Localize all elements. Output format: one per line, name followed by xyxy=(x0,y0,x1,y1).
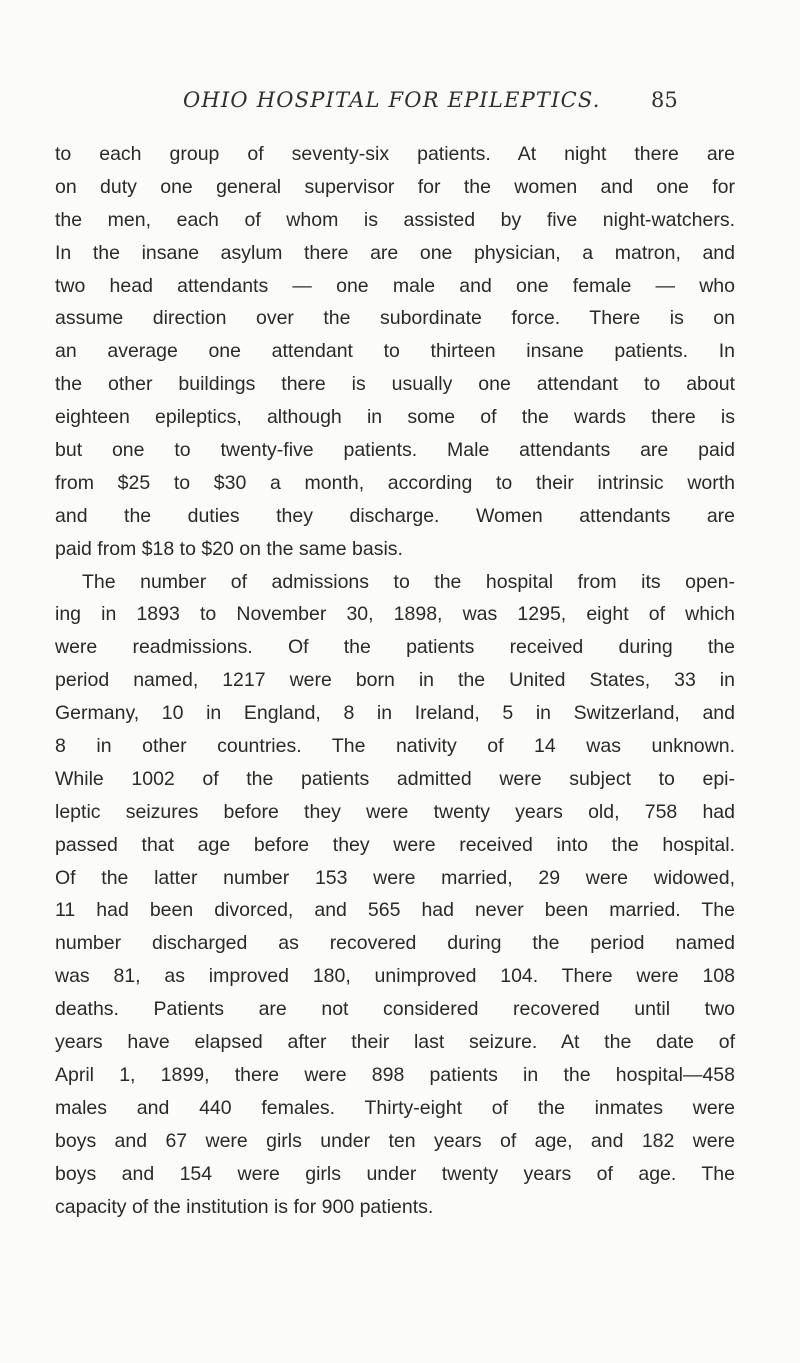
text-line: eighteen epileptics, although in some of the wards there is xyxy=(55,406,735,429)
text-line: boys and 154 were girls under twenty years of age. The xyxy=(55,1162,735,1185)
text-line: years have elapsed after their last seizure. At the date of xyxy=(55,1031,735,1054)
text-line: assume direction over the subordinate force. There is on xyxy=(55,307,735,330)
paragraph-1 xyxy=(55,138,735,566)
text-line: to each group of seventy-six patients. At night there are xyxy=(55,143,735,165)
text-line: While 1002 of the patients admitted were subject to epi- xyxy=(55,767,735,790)
text-line: The number of admissions to the hospital from its open- xyxy=(82,570,735,593)
text-line: Germany, 10 in England, 8 in Ireland, 5 in Switzerland, and xyxy=(55,702,735,725)
text-line: from $25 to $30 a month, according to their intrinsic worth xyxy=(55,471,735,494)
text-line: passed that age before they were received into the hospital. xyxy=(55,833,735,856)
text-line: capacity of the institution is for 900 patients. xyxy=(55,1195,434,1218)
text-line: was 81, as improved 180, unimproved 104. There were 108 xyxy=(55,965,735,988)
page-number: 85 xyxy=(651,88,678,112)
running-head: OHIO HOSPITAL FOR EPILEPTICS. xyxy=(183,88,601,112)
text-line: period named, 1217 were born in the United States, 33 in xyxy=(55,669,735,692)
page-header xyxy=(0,88,800,118)
text-line: ing in 1893 to November 30, 1898, was 1295, eight of which xyxy=(55,603,735,626)
text-line: Of the latter number 153 were married, 29 were widowed, xyxy=(55,866,735,889)
text-line: leptic seizures before they were twenty years old, 758 had xyxy=(55,800,735,823)
body-text xyxy=(55,138,735,1223)
paragraph-2 xyxy=(55,566,735,1224)
text-line: two head attendants — one male and one female — who xyxy=(55,274,735,297)
text-line: paid from $18 to $20 on the same basis. xyxy=(55,537,403,560)
text-line: In the insane asylum there are one physician, a matron, and xyxy=(55,241,735,264)
text-line: 8 in other countries. The nativity of 14 was unknown. xyxy=(55,735,735,758)
text-line: 11 had been divorced, and 565 had never been married. The xyxy=(55,899,735,922)
text-line: males and 440 females. Thirty-eight of the inmates were xyxy=(55,1096,735,1119)
text-line: the men, each of whom is assisted by five night-watchers. xyxy=(55,208,735,231)
text-line: deaths. Patients are not considered recovered until two xyxy=(55,998,735,1021)
text-line: on duty one general supervisor for the women and one for xyxy=(55,175,735,198)
text-line: the other buildings there is usually one attendant to about xyxy=(55,373,735,396)
text-line: were readmissions. Of the patients received during the xyxy=(55,636,735,659)
text-line: boys and 67 were girls under ten years of age, and 182 were xyxy=(55,1129,735,1152)
text-line: an average one attendant to thirteen insane patients. In xyxy=(55,340,735,363)
text-line: number discharged as recovered during the period named xyxy=(55,932,735,955)
text-line: April 1, 1899, there were 898 patients in the hospital—458 xyxy=(55,1063,735,1086)
text-line: but one to twenty-five patients. Male attendants are paid xyxy=(55,439,735,462)
text-line: and the duties they discharge. Women attendants are xyxy=(55,504,735,527)
